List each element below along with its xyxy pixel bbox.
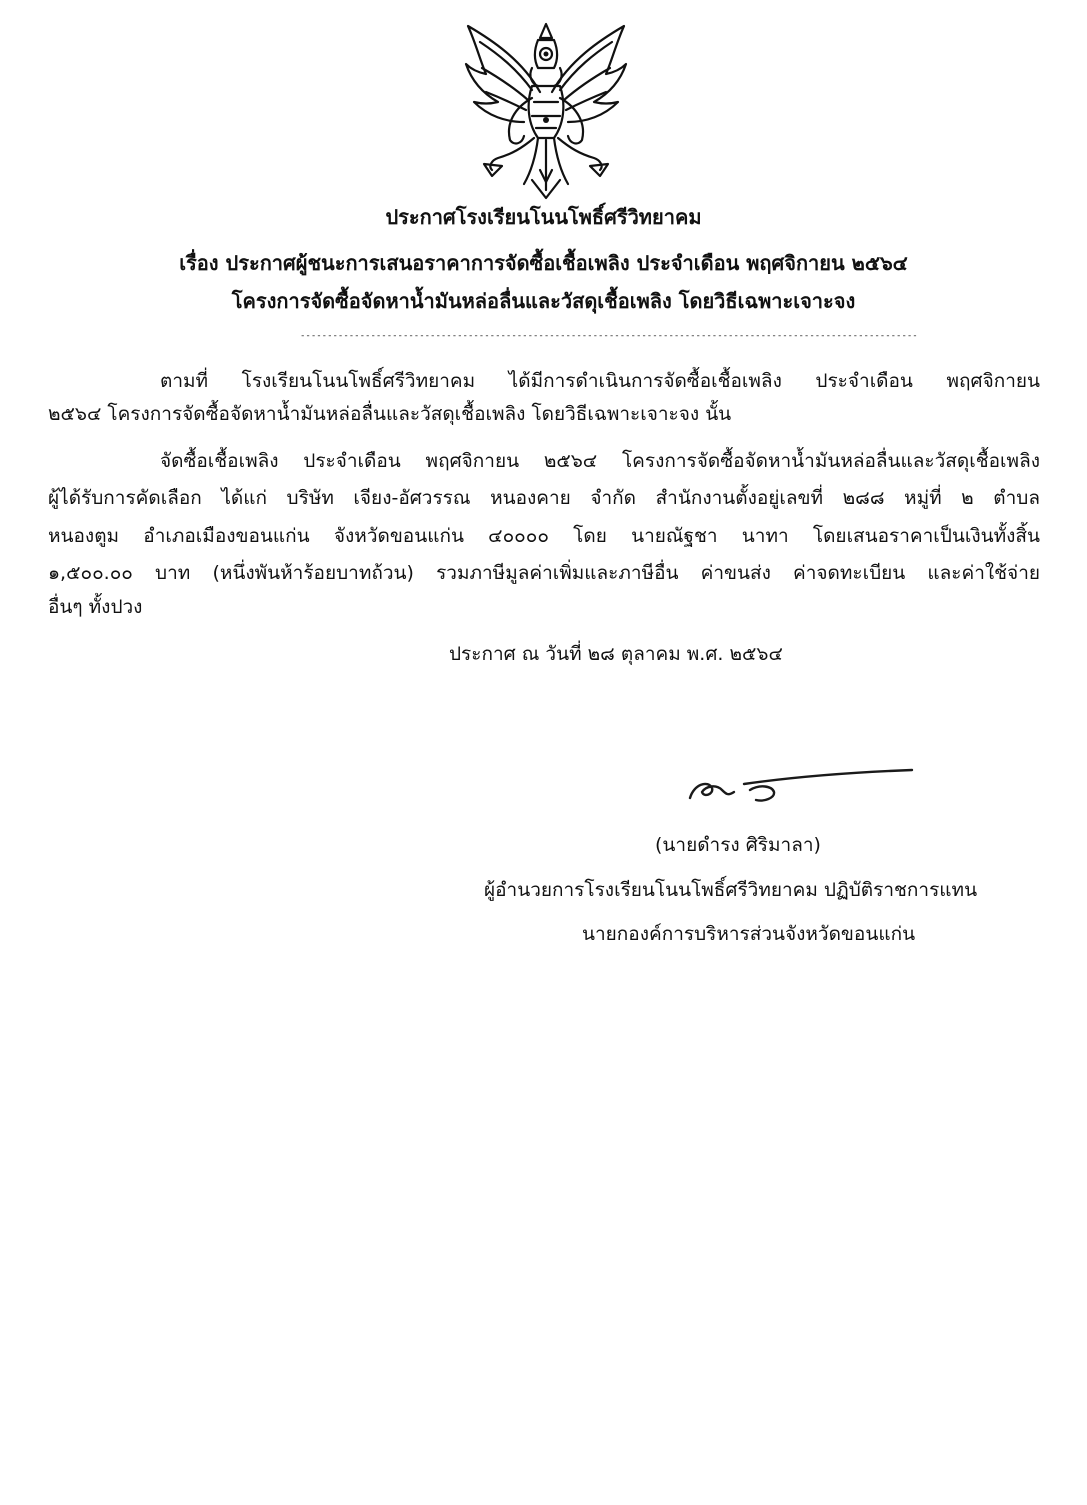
announce-date: ประกาศ ณ วันที่ ๒๘ ตุลาคม พ.ศ. ๒๕๖๔ [449,643,783,665]
paragraph-2-line-3: หนองตูม อำเภอเมืองขอนแก่น จังหวัดขอนแก่น ๔๐๐๐๐ โดย นายณัฐชา นาทา โดยเสนอราคาเป็นเงินทั้งสิ้น [48,525,1040,547]
paragraph-2-line-4: ๑,๕๐๐.๐๐ บาท (หนึ่งพันห้าร้อยบาทถ้วน) รวมภาษีมูลค่าเพิ่มและภาษีอื่น ค่าขนส่ง ค่าจดทะเบียน และค่าใช้จ่าย [48,562,1040,584]
paragraph-2-line-2: ผู้ได้รับการคัดเลือก ได้แก่ บริษัท เจียง-อัศวรรณ หนองคาย จำกัด สำนักงานตั้งอยู่เลขที่ ๒๘๘ หมู่ที่ ๒ ตำบล [48,487,1040,509]
paragraph-2-line-1: จัดซื้อเชื้อเพลิง ประจำเดือน พฤศจิกายน ๒๕๖๔ โครงการจัดซื้อจัดหาน้ำมันหล่อลื่นและวัสดุเชื้อเพลิง [160,450,1040,472]
separator-line: ------------------------------------------------------------------------------------------------------------------ [300,331,918,341]
project-title: โครงการจัดซื้อจัดหาน้ำมันหล่อลื่นและวัสดุเชื้อเพลิง โดยวิธีเฉพาะเจาะจง [231,289,856,313]
paragraph-2-line-5: อื่นๆ ทั้งปวง [48,596,143,618]
handwritten-signature [680,762,920,812]
paragraph-1-line-1: ตามที่ โรงเรียนโนนโพธิ์ศรีวิทยาคม ได้มีการดำเนินการจัดซื้อเชื้อเพลิง ประจำเดือน พฤศจิกายน [160,370,1040,392]
announcement-title: ประกาศโรงเรียนโนนโพธิ์ศรีวิทยาคม [385,205,702,229]
signatory-name: (นายดำรง ศิริมาลา) [655,834,821,856]
paragraph-1-line-2: ๒๕๖๔ โครงการจัดซื้อจัดหาน้ำมันหล่อลื่นและวัสดุเชื้อเพลิง โดยวิธีเฉพาะเจาะจง นั้น [48,403,732,425]
signatory-acting-for: นายกองค์การบริหารส่วนจังหวัดขอนแก่น [582,923,916,945]
signatory-position: ผู้อำนวยการโรงเรียนโนนโพธิ์ศรีวิทยาคม ปฏิบัติราชการแทน [484,879,978,901]
garuda-emblem-icon [462,20,630,202]
announcement-subject: เรื่อง ประกาศผู้ชนะการเสนอราคาการจัดซื้อเชื้อเพลิง ประจำเดือน พฤศจิกายน ๒๕๖๔ [179,251,908,275]
